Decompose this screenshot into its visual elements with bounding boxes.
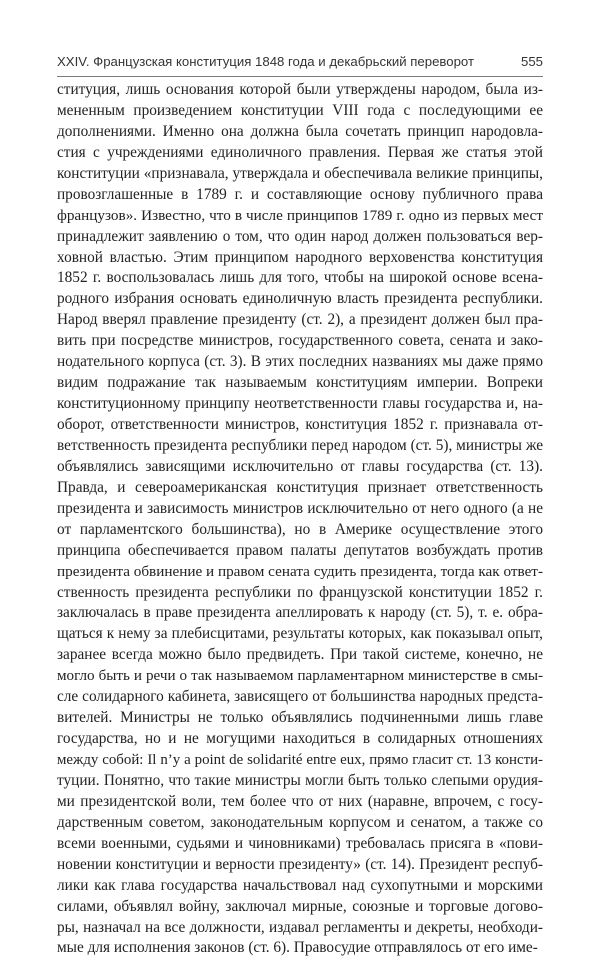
text-line: 1852 г. воспользовалась лишь для того, чтобы на широкой основе всена- bbox=[57, 269, 543, 287]
text-line: лики как глава государства начальствовал над сухопутными и морскими bbox=[57, 876, 543, 894]
text-line: ституция, лишь основания которой были утверждены народом, была из- bbox=[57, 81, 543, 98]
text-line: новении конституции и верности президенту» (ст. 14). Президент респуб- bbox=[57, 855, 543, 873]
text-line: между собой: Il n’y a point de solidarité entre eux, прямо гласит ст. 13 консти- bbox=[57, 752, 543, 768]
text-line: стия с учреждениями единоличного правления. Первая же статья этой bbox=[57, 143, 543, 161]
text-line: ственность президента республики по французской конституции 1852 г. bbox=[57, 583, 543, 601]
text-line: видим подражание так называемым конституциям империи. Вопреки bbox=[57, 374, 543, 392]
text-line: конституции «признавала, утверждала и обеспечивала великие принципы, bbox=[57, 164, 543, 182]
text-line: дополнениями. Именно она должна была сочетать принцип народовла- bbox=[57, 122, 543, 140]
text-line: французов». Известно, что в числе принципов 1789 г. одно из первых мест bbox=[57, 206, 543, 224]
text-line: ры, назначал на все должности, издавал регламенты и декреты, необходи- bbox=[57, 918, 543, 936]
text-line: всеми военными, судьями и чиновниками) требовалась присяга в «пови- bbox=[57, 834, 543, 852]
header-rule bbox=[57, 76, 543, 77]
text-line: родного избрания основать единоличную власть президента республики. bbox=[57, 290, 543, 308]
text-line: конституционному принципу неответственности главы государства и, на- bbox=[57, 395, 543, 413]
text-line: щаться к нему за плебисцитами, результаты которых, как показывал опыт, bbox=[57, 625, 543, 643]
text-line: провозглашенные в 1789 г. и составляющие основу публичного права bbox=[57, 185, 543, 203]
text-line: государства, но и не могущими находиться в солидарных отношениях bbox=[57, 730, 543, 748]
text-line: Правда, и североамериканская конституция признает ответственность bbox=[57, 478, 543, 496]
body-text bbox=[57, 80, 543, 959]
text-line: президента обвинение и правом сената судить президента, тогда как ответ- bbox=[57, 562, 543, 580]
text-line: дарственным советом, законодательным корпусом и сенатом, а также со bbox=[57, 813, 543, 831]
text-line: мые для исполнения законов (ст. 6). Правосудие отправлялось от его име- bbox=[57, 939, 538, 957]
text-line: ховной властью. Этим принципом народного верховенства конституция bbox=[57, 248, 543, 266]
text-line: оборот, ответственности министров, конституция 1852 г. признавала от- bbox=[57, 416, 543, 433]
text-line: заключалась в праве президента апеллировать к народу (ст. 5), т. е. обра- bbox=[57, 604, 543, 622]
text-line: принадлежит заявлению о том, что один народ должен пользоваться вер- bbox=[57, 227, 543, 245]
text-line: ветственность президента республики перед народом (ст. 5), министры же bbox=[57, 436, 543, 454]
text-line: вителей. Министры не только объявлялись подчиненными лишь главе bbox=[57, 709, 543, 727]
text-line: президента и зависимость министров исключительно от него одного (а не bbox=[57, 499, 543, 517]
running-title: XXIV. Французская конституция 1848 года и декабрьский переворот bbox=[57, 54, 475, 69]
text-line: заранее всегда можно было предвидеть. При такой системе, конечно, не bbox=[57, 646, 543, 664]
text-line: объявлялись зависящими исключительно от главы государства (ст. 13). bbox=[57, 457, 543, 475]
text-line: силами, объявлял войну, заключал мирные, союзные и торговые догово- bbox=[57, 897, 543, 915]
text-line: туции. Понятно, что такие министры могли быть только слепыми орудия- bbox=[57, 771, 543, 789]
text-line: нодательного корпуса (ст. 3). В этих последних названиях мы даже прямо bbox=[57, 353, 543, 371]
text-line: сле солидарного кабинета, зависящего от большинства народных предста- bbox=[57, 688, 543, 706]
text-line: могло быть и речи о так называемом парламентарном министерстве в смы- bbox=[57, 668, 543, 685]
text-line: принципа обеспечивается правом палаты депутатов возбуждать против bbox=[57, 541, 543, 559]
text-line: ми президентской воли, тем более что от них (наравне, впрочем, с госу- bbox=[57, 792, 543, 810]
text-line: Народ вверял правление президенту (ст. 2), а президент должен был пра- bbox=[57, 311, 543, 329]
page-number: 555 bbox=[520, 54, 543, 69]
text-line: от парламентского большинства), но в Америке осуществление этого bbox=[57, 520, 543, 538]
running-head bbox=[57, 52, 543, 72]
text-line: вить при посредстве министров, государственного совета, сената и зако- bbox=[57, 332, 543, 350]
text-line: мененным произведением конституции VIII года с последующими ее bbox=[57, 101, 543, 119]
